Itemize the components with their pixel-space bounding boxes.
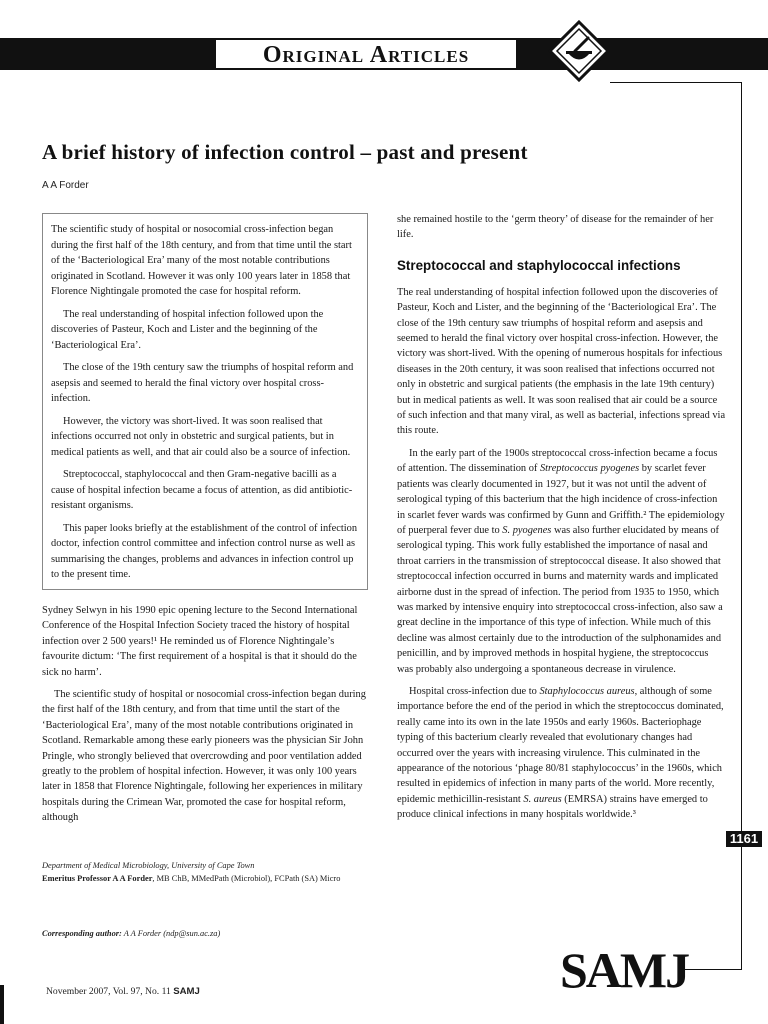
- section-title: Original Articles: [216, 40, 516, 68]
- text-run: , although of some importance before the end of the period in which the streptococcus dominated, really came into its own in the late 1950s and early 1960s. Bacteriophage typing of this bacterium clearly revealed that evolutionary changes had occurred over the years with increasing virulence. This culminated in the appearance of the notorious ‘phage 80/81 staphylococcus’ in the 1960s, which resulted in epidemics of infection in many parts of the world. More recently, epidemic methicillin-resistant: [397, 685, 724, 805]
- department: Department of Medical Microbiology, University of Cape Town: [42, 861, 255, 870]
- corresponding-label: Corresponding author:: [42, 929, 122, 938]
- text-run: Hospital cross-infection due to: [409, 685, 540, 697]
- issue-info: November 2007, Vol. 97, No. 11: [46, 986, 174, 997]
- species-name: S. pyogenes: [502, 524, 552, 536]
- corresponding-value: A A Forder (ndp@sun.ac.za): [121, 929, 221, 938]
- abstract-paragraph: However, the victory was short-lived. It was soon realised that infections occurred not only in obstetric and surgical patients, but in medical patients as well, and that air could also be a source of infection.: [51, 415, 351, 458]
- author-credentials-line: [42, 873, 372, 886]
- corresponding-author: [42, 929, 220, 938]
- body-left-column: [42, 603, 372, 833]
- section-heading: Streptococcal and staphylococcal infections: [397, 257, 681, 273]
- left-margin-rule: [0, 985, 4, 1024]
- body-paragraph: [397, 446, 727, 677]
- abstract-box: [42, 213, 368, 590]
- page-number-badge: 1161: [726, 831, 762, 847]
- frame-bottom-rule: [680, 969, 742, 970]
- page-footer: [46, 986, 200, 997]
- article-title: A brief history of infection control – past and present: [42, 140, 528, 164]
- abstract-paragraph: The real understanding of hospital infection followed upon the discoveries of Pasteur, Koch and Lister and the beginning of the ‘Bacteriological Era’.: [51, 308, 324, 351]
- abstract-paragraph: The scientific study of hospital or nosocomial cross-infection began during the first half of the 18th century, and from that time until the start of the ‘Bacteriological Era’ many of the most notable contributions originated in Scotland. However it was only 100 years later in 1858 that Florence Nightingale promoted the case for hospital reform.: [51, 224, 352, 297]
- body-paragraph: [397, 684, 727, 823]
- species-name: Streptococcus pyogenes: [539, 463, 640, 475]
- frame-top-rule: [610, 82, 742, 83]
- body-paragraph: Sydney Selwyn in his 1990 epic opening lecture to the Second International Conference of the Hospital Infection Society traced the history of hospital infection over 2 500 years!¹ He reminded us of Florence Nightingale’s favourite dictum: ‘The first requirement of a hospital is that it should do the sick no harm’.: [42, 605, 358, 678]
- species-name: Staphylococcus aureus: [539, 685, 635, 697]
- credentials: , MB ChB, MMedPath (Microbiol), FCPath (SA) Micro: [152, 873, 341, 883]
- body-paragraph: The scientific study of hospital or nosocomial cross-infection began during the first half of the 18th century, and from that time until the start of the ‘Bacteriological Era’, many of the most notable contributions originated in Scotland. Remarkable among these early pioneers was the physician Sir John Pringle, who strongly believed that overcrowding and poor ventilation added greatly to the problem of hospital infection. However, it was only 100 years later in 1858 that Florence Nightingale, following her experiences in military hospitals during the Crimean War, promoted the case for hospital reform, although: [42, 689, 366, 824]
- body-right-column: [397, 212, 727, 830]
- species-name: S. aureus: [523, 793, 562, 805]
- article-author: A A Forder: [42, 180, 89, 191]
- text-run: In the early part of the 1900s streptococcal cross-infection became a focus of attention. The dissemination of: [397, 447, 718, 475]
- text-run: (EMRSA) strains have emerged to produce clinical infections in many hospitals worldwide.³: [397, 793, 708, 821]
- samj-logo: SAMJ: [560, 942, 689, 998]
- text-run: by scarlet fever patients was clearly documented in 1927, but it was not until the advent of serological typing of this bacterium that the high incidence of cross-infection in scarlet fever wards was confirmed by Gunn and Griffith.² The epidemiology of puerperal fever due to: [397, 463, 725, 536]
- abstract-paragraph: The close of the 19th century saw the triumphs of hospital reform and asepsis and seemed to herald the final victory over hospital cross-infection.: [51, 362, 354, 404]
- text-run: was also further elucidated by means of serological typing. This work fully established the importance of nasal and throat carriers in the transmission of streptococcal disease. It also showed that streptococcal infection occurred in burns and maternity wards and implicated airborne dust in the spread of infection. The period from 1935 to 1950, which was marked by intensive enquiry into streptococcal cross-infection, also saw a great decline in the importance of this type of infection. While much of this decline was almost certainly due to the introduction of the sulphonamides and penicillin, and by improved methods in hospital hygiene, the streptococcus was probably also undergoing a spontaneous decrease in virulence.: [397, 524, 723, 675]
- body-paragraph: she remained hostile to the ‘germ theory’ of disease for the remainder of her life.: [397, 214, 714, 241]
- author-name: Emeritus Professor A A Forder: [42, 873, 153, 883]
- journal-name: SAMJ: [173, 986, 200, 997]
- abstract-paragraph: This paper looks briefly at the establishment of the control of infection doctor, infection control committee and infection control nurse as well as summarising the changes, problems and advances in infection control up to the present time.: [51, 522, 358, 580]
- body-paragraph: The real understanding of hospital infection followed upon the discoveries of Pasteur, Koch and Lister, and the beginning of the ‘Bacteriological Era’. The close of the 19th century saw triumphs of hospital reform and asepsis and seemed to herald the final victory over hospital cross-infection. However, the victory was short-lived. With the opening of numerous hospitals for infectious diseases in the 20th century, it was soon realised that infections occurred not only in obstetric and surgical patients (the emphasis in the late 19th century) but in medical patients as well. It was soon realised that air could be a source of such infection and that many viral, as well as bacterial, infections spread via this route.: [397, 286, 726, 437]
- author-affiliation: [42, 860, 372, 885]
- journal-emblem-icon: [548, 20, 610, 82]
- abstract-paragraph: Streptococcal, staphylococcal and then Gram-negative bacilli as a cause of hospital infection became a focus of attention, as did antibiotic-resistant organisms.: [51, 469, 353, 511]
